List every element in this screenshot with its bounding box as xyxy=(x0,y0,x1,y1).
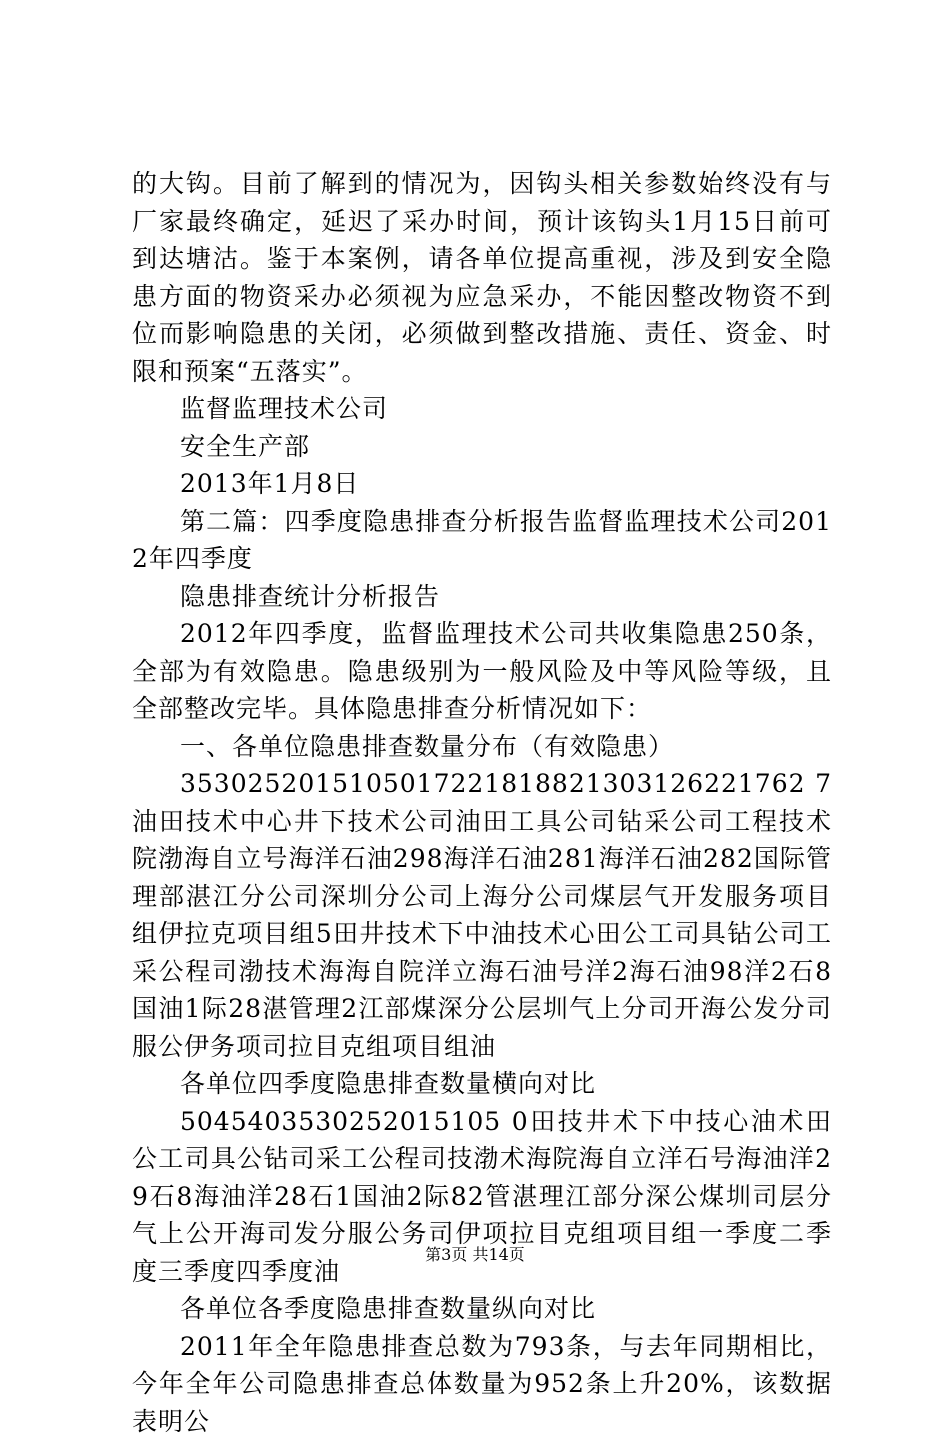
page-footer: 第3页 共14页 xyxy=(0,1244,950,1266)
paragraph-chart-text-2: 5045403530252015105 0田技井术下中技心油术田公工司具公钻司采工公程司技渤术海院海自立洋石号海油洋29石8海油洋28石1国油2际82管湛理江部分深公煤圳司层分气上公开海司发分服公务司伊项拉目克组项目组一季度二季度三季度四季度油 xyxy=(132,1103,832,1291)
section-heading-distribution: 一、各单位隐患排查数量分布（有效隐患） xyxy=(132,728,832,766)
caption-vertical-comparison: 各单位各季度隐患排查数量纵向对比 xyxy=(132,1290,832,1328)
caption-horizontal-comparison: 各单位四季度隐患排查数量横向对比 xyxy=(132,1065,832,1103)
section-heading-second-part: 第二篇：四季度隐患排查分析报告监督监理技术公司2012年四季度 xyxy=(132,503,832,578)
paragraph-annual-comparison: 2011年全年隐患排查总数为793条，与去年同期相比，今年全年公司隐患排查总体数量为952条上升20%，该数据表明公 xyxy=(132,1328,832,1440)
signature-department: 安全生产部 xyxy=(132,428,832,466)
paragraph-summary: 2012年四季度，监督监理技术公司共收集隐患250条，全部为有效隐患。隐患级别为一般风险及中等风险等级，且全部整改完毕。具体隐患排查分析情况如下： xyxy=(132,615,832,728)
report-title: 隐患排查统计分析报告 xyxy=(132,578,832,616)
paragraph-chart-text-1: 3530252015105017221818821303126221762 7油田技术中心井下技术公司油田工具公司钻采公司工程技术院渤海自立号海洋石油298海洋石油281海洋石油282国际管理部湛江分公司深圳分公司上海分公司煤层气开发服务项目组伊拉克项目组5田井技术下中油技术心田公工司具钻公司工采公程司渤技术海海自院洋立海石油号洋2海石油98洋2石8国油1际28湛管理2江部煤深分公层圳气上分司开海公发分司服公伊务项司拉目克组项目组油 xyxy=(132,765,832,1065)
signature-company: 监督监理技术公司 xyxy=(132,390,832,428)
paragraph-procurement-case: 的大钩。目前了解到的情况为，因钩头相关参数始终没有与厂家最终确定，延迟了采办时间，预计该钩头1月15日前可到达塘沽。鉴于本案例，请各单位提高重视，涉及到安全隐患方面的物资采办必须视为应急采办，不能因整改物资不到位而影响隐患的关闭，必须做到整改措施、责任、资金、时限和预案“五落实”。 xyxy=(132,165,832,390)
signature-date: 2013年1月8日 xyxy=(132,465,832,503)
